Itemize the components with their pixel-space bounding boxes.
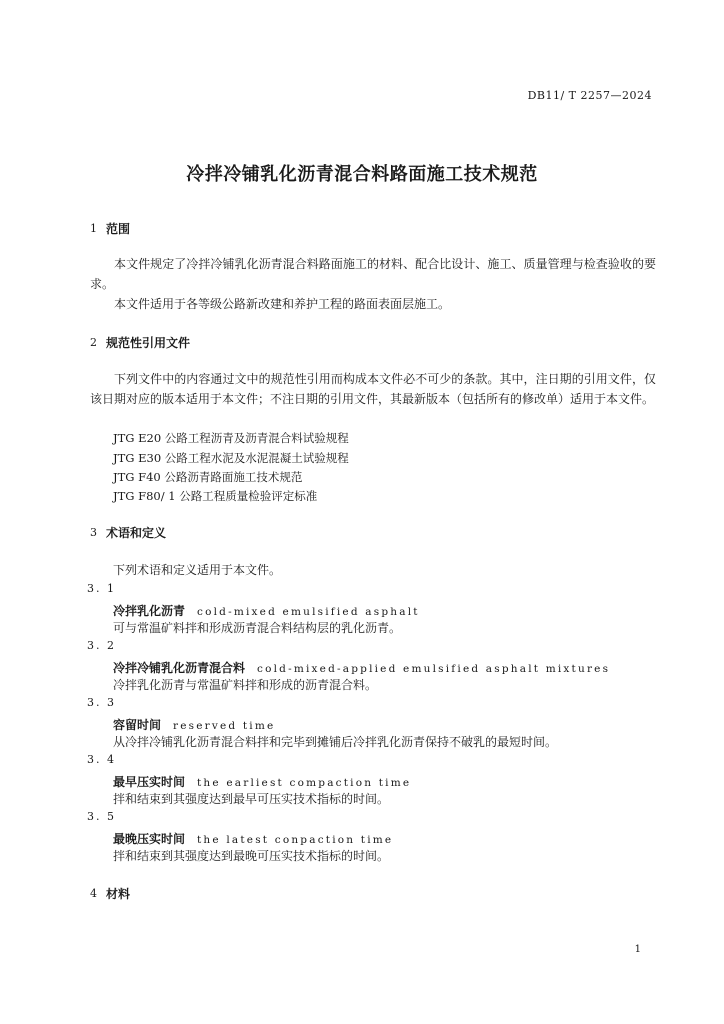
paragraph: 本文件适用于各等级公路新改建和养护工程的路面表面层施工。 — [114, 297, 451, 311]
term-english: the earliest compaction time — [197, 777, 412, 789]
section-number: 1 — [90, 222, 97, 235]
section-number: 4 — [90, 887, 97, 900]
section-intro: 下列术语和定义适用于本文件。 — [113, 563, 282, 577]
section-number: 2 — [90, 336, 97, 349]
term-entry — [113, 714, 275, 733]
section-heading: 术语和定义 — [106, 526, 167, 540]
paragraph: 本文件规定了冷拌冷铺乳化沥青混合料路面施工的材料、配合比设计、施工、质量管理与检查验收的要求。 — [90, 257, 656, 291]
reference-item: JTG E20 公路工程沥青及沥青混合料试验规程 — [113, 431, 349, 445]
term-english: cold-mixed-applied emulsified asphalt mixtures — [257, 663, 611, 675]
term-english: the latest conpaction time — [197, 834, 394, 846]
reference-item: JTG F80/ 1 公路工程质量检验评定标准 — [113, 489, 318, 503]
term-number: 3. 4 — [87, 753, 116, 766]
term-entry — [113, 771, 411, 790]
term-chinese: 冷拌乳化沥青 — [113, 604, 186, 618]
term-entry — [113, 600, 420, 619]
section-number: 3 — [90, 526, 97, 539]
term-definition: 冷拌乳化沥青与常温矿料拌和形成的沥青混合料。 — [113, 678, 378, 692]
term-definition: 拌和结束到其强度达到最晚可压实技术指标的时间。 — [113, 849, 390, 863]
term-number: 3. 5 — [87, 810, 116, 823]
term-english: reserved time — [173, 720, 276, 732]
reference-item: JTG E30 公路工程水泥及水泥混凝土试验规程 — [113, 451, 349, 465]
term-number: 3. 3 — [87, 696, 116, 709]
term-english: cold-mixed emulsified asphalt — [197, 606, 420, 618]
paragraph: 下列文件中的内容通过文中的规范性引用而构成本文件必不可少的条款。其中，注日期的引用文件，仅该日期对应的版本适用于本文件；不注日期的引用文件，其最新版本（包括所有的修改单）适用于本文件。 — [90, 372, 656, 406]
term-chinese: 最晚压实时间 — [113, 832, 186, 846]
document-title: 冷拌冷铺乳化沥青混合料路面施工技术规范 — [186, 164, 538, 185]
term-definition: 从冷拌冷铺乳化沥青混合料拌和完毕到摊铺后冷拌乳化沥青保持不破乳的最短时间。 — [113, 735, 558, 749]
term-number: 3. 2 — [87, 639, 116, 652]
term-definition: 可与常温矿料拌和形成沥青混合料结构层的乳化沥青。 — [113, 621, 402, 635]
term-number: 3. 1 — [87, 582, 116, 595]
term-definition: 拌和结束到其强度达到最早可压实技术指标的时间。 — [113, 792, 390, 806]
page-number: 1 — [634, 944, 641, 955]
section-heading: 材料 — [106, 887, 131, 901]
term-chinese: 容留时间 — [113, 718, 162, 732]
section-heading: 范围 — [106, 222, 131, 236]
term-entry — [113, 657, 610, 676]
section-heading: 规范性引用文件 — [106, 336, 191, 350]
term-entry — [113, 828, 393, 847]
term-chinese: 冷拌冷铺乳化沥青混合料 — [113, 661, 246, 675]
reference-item: JTG F40 公路沥青路面施工技术规范 — [113, 470, 303, 484]
standard-number: DB11/ T 2257—2024 — [527, 89, 652, 102]
term-chinese: 最早压实时间 — [113, 775, 186, 789]
